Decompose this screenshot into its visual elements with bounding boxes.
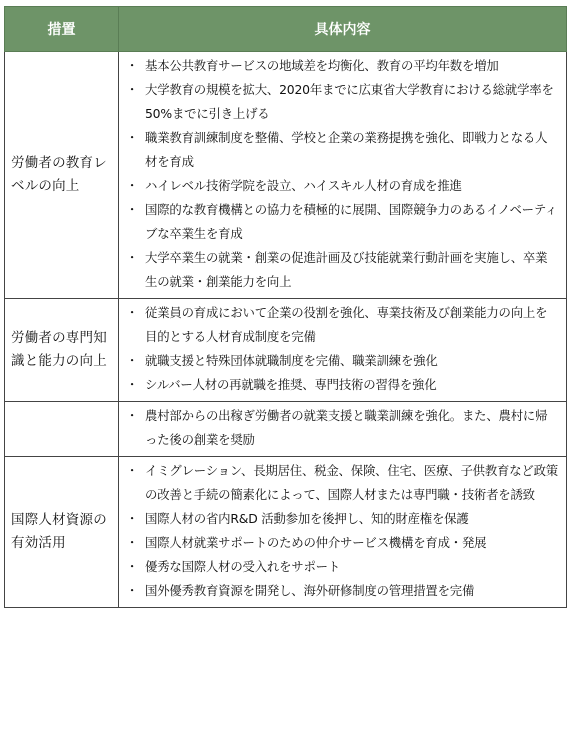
category-cell: 国際人材資源の有効活用 <box>5 457 119 608</box>
bullet-marker: ・ <box>125 408 139 423</box>
details-cell <box>119 299 567 402</box>
list-item <box>119 174 566 198</box>
list-item <box>119 301 566 349</box>
bullet-marker: ・ <box>125 583 139 598</box>
item-text: 就職支援と特殊団体就職制度を完備、職業訓練を強化 <box>145 353 438 368</box>
list-item <box>119 198 566 246</box>
item-text: 国外優秀教育資源を開発し、海外研修制度の管理措置を完備 <box>145 583 475 598</box>
measures-table <box>4 6 567 608</box>
item-text: 優秀な国際人材の受入れをサポート <box>145 559 341 574</box>
list-item <box>119 373 566 397</box>
header-details: 具体内容 <box>119 7 567 52</box>
table-row <box>5 457 567 608</box>
bullet-marker: ・ <box>125 511 139 526</box>
item-text: シルバー人材の再就職を推奨、専門技術の習得を強化 <box>145 377 437 392</box>
bullet-marker: ・ <box>125 82 139 97</box>
list-item <box>119 349 566 373</box>
table-row <box>5 299 567 402</box>
bullet-marker: ・ <box>125 58 139 73</box>
table-row <box>5 402 567 457</box>
item-text: 農村部からの出稼ぎ労働者の就業支援と職業訓練を強化。また、農村に帰った後の創業を奨励 <box>145 408 548 447</box>
bullet-marker: ・ <box>125 559 139 574</box>
category-cell: 労働者の教育レベルの向上 <box>5 52 119 299</box>
item-text: 国際的な教育機構との協力を積極的に展開、国際競争力のあるイノベーティブな卒業生を育成 <box>145 202 558 241</box>
bullet-marker: ・ <box>125 463 139 478</box>
list-item <box>119 459 566 507</box>
details-cell <box>119 457 567 608</box>
list-item <box>119 54 566 78</box>
bullet-marker: ・ <box>125 178 139 193</box>
header-measures: 措置 <box>5 7 119 52</box>
bullet-marker: ・ <box>125 353 139 368</box>
item-text: 基本公共教育サービスの地域差を均衡化、教育の平均年数を増加 <box>145 58 499 73</box>
item-text: ハイレベル技術学院を設立、ハイスキル人材の育成を推進 <box>145 178 462 193</box>
list-item <box>119 507 566 531</box>
bullet-marker: ・ <box>125 250 139 265</box>
header-row <box>5 7 567 52</box>
item-text: イミグレーション、長期居住、税金、保険、住宅、医療、子供教育など政策の改善と手続の簡素化によって、国際人材または専門職・技術者を誘致 <box>145 463 558 502</box>
item-text: 国際人材の省内R&D 活動参加を後押し、知的財産権を保護 <box>145 511 469 526</box>
item-text: 従業員の育成において企業の役割を強化、専業技術及び創業能力の向上を目的とする人材育成制度を完備 <box>145 305 548 344</box>
category-cell <box>5 402 119 457</box>
bullet-marker: ・ <box>125 377 139 392</box>
list-item <box>119 126 566 174</box>
bullet-marker: ・ <box>125 305 139 320</box>
list-item <box>119 404 566 452</box>
item-text: 大学教育の規模を拡大、2020年までに広東省大学教育における総就学率を50%までに引き上げる <box>145 82 554 121</box>
bullet-marker: ・ <box>125 130 139 145</box>
item-text: 職業教育訓練制度を整備、学校と企業の業務提携を強化、即戦力となる人材を育成 <box>145 130 548 169</box>
list-item <box>119 246 566 294</box>
details-cell <box>119 402 567 457</box>
table-row <box>5 52 567 299</box>
list-item <box>119 531 566 555</box>
list-item <box>119 579 566 603</box>
item-text: 大学卒業生の就業・創業の促進計画及び技能就業行動計画を実施し、卒業生の就業・創業能力を向上 <box>145 250 548 289</box>
bullet-marker: ・ <box>125 202 139 217</box>
category-cell: 労働者の専門知識と能力の向上 <box>5 299 119 402</box>
list-item <box>119 555 566 579</box>
item-text: 国際人材就業サポートのための仲介サービス機構を育成・発展 <box>145 535 487 550</box>
list-item <box>119 78 566 126</box>
details-cell <box>119 52 567 299</box>
bullet-marker: ・ <box>125 535 139 550</box>
